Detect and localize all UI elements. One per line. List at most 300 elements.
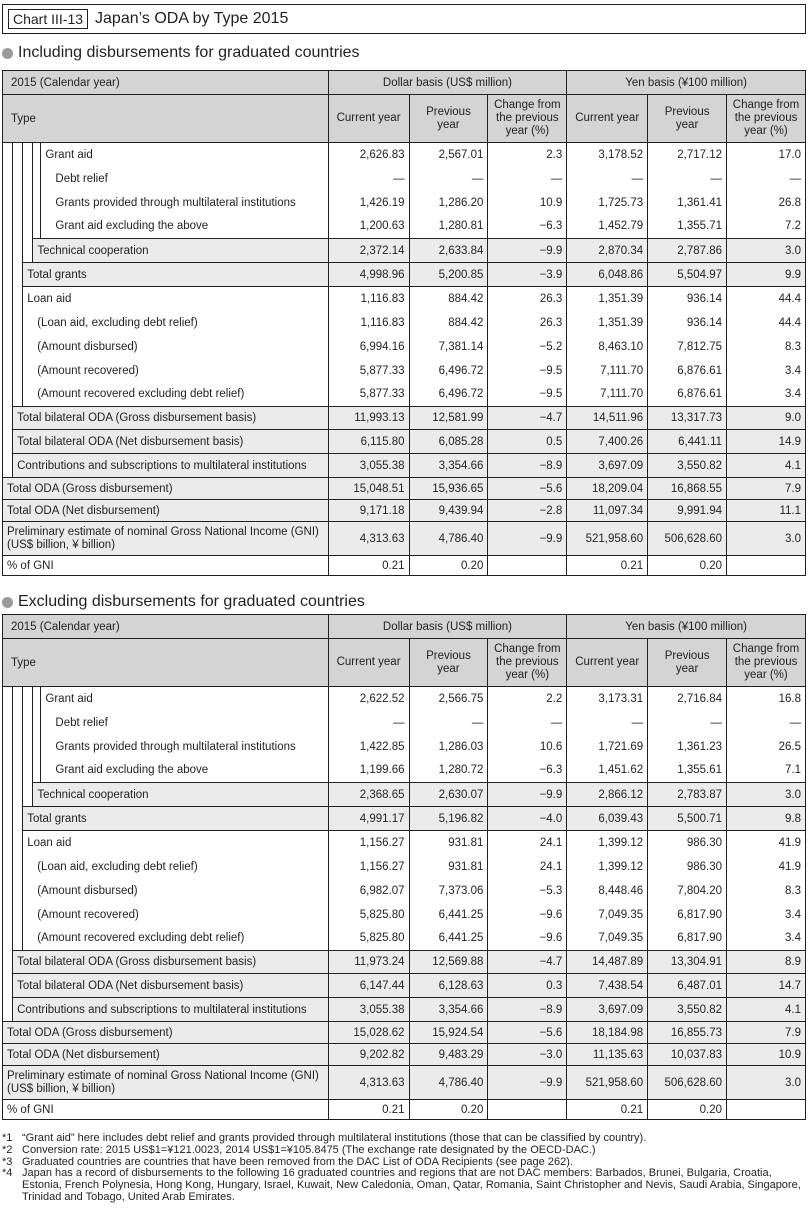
indent-cell <box>3 263 13 287</box>
indent-cell <box>13 807 23 831</box>
cell-d-prev: 4,786.40 <box>409 1066 488 1100</box>
cell-d-chg: −4.7 <box>488 951 567 974</box>
row-label: Total grants <box>23 263 328 287</box>
cell-y-cur: 1,399.12 <box>567 855 648 879</box>
cell-d-chg: 24.1 <box>488 855 567 879</box>
cell-d-cur: 4,991.17 <box>328 807 409 831</box>
table-row <box>3 191 806 215</box>
bullet-icon <box>2 48 13 59</box>
cell-d-cur: 5,877.33 <box>328 383 409 407</box>
cell-d-prev: 0.20 <box>409 1100 488 1120</box>
footnote-text: Japan has a record of disbursements to the following 16 graduated countries and regions that are not DAC members: Barbados, Brunei, Bulgaria, Croatia, Estonia, French Polynesia, Hong Kong, Hungary, Israel, Kuwait, New Caledonia, Oman, Qatar, Romania, Saint Christopher and Nevis, Saudi Arabia, Singapore, Trinidad and Tobago, United Arab Emirates. <box>22 1167 801 1203</box>
cell-d-prev: 6,496.72 <box>409 383 488 407</box>
row-label: Total bilateral ODA (Net disbursement basis) <box>13 974 329 998</box>
type-header: Type <box>3 95 329 143</box>
cell-d-cur: 5,877.33 <box>328 359 409 383</box>
cell-y-cur: 1,452.79 <box>567 215 648 239</box>
indent-cell <box>23 167 33 191</box>
cell-y-prev: 16,868.55 <box>648 478 727 500</box>
cell-d-prev: 9,439.94 <box>409 500 488 522</box>
indent-cell <box>13 287 23 311</box>
cell-d-prev: 7,373.06 <box>409 879 488 903</box>
cell-d-chg: −6.3 <box>488 215 567 239</box>
cell-d-prev: 884.42 <box>409 311 488 335</box>
row-label: Loan aid <box>23 831 328 855</box>
cell-y-prev: 6,817.90 <box>648 903 727 927</box>
cell-d-prev: 6,128.63 <box>409 974 488 998</box>
cell-y-prev: 10,037.83 <box>648 1044 727 1066</box>
indent-cell <box>23 687 33 711</box>
indent-cell <box>13 687 23 711</box>
cell-y-cur: 3,178.52 <box>567 143 648 167</box>
cell-d-chg: 0.5 <box>488 430 567 454</box>
table-row <box>3 407 806 430</box>
table-row <box>3 687 806 711</box>
cell-d-cur: 1,199.66 <box>328 759 409 783</box>
cell-y-cur: 14,511.96 <box>567 407 648 430</box>
cell-d-cur: 3,055.38 <box>328 998 409 1022</box>
indent-cell <box>13 191 23 215</box>
row-label: Debt relief <box>41 711 328 735</box>
cell-y-chg: 3.0 <box>727 1066 806 1100</box>
cell-d-chg: −9.9 <box>488 522 567 556</box>
table-row <box>3 1066 806 1100</box>
cell-y-cur: 1,351.39 <box>567 287 648 311</box>
cell-d-cur: 1,156.27 <box>328 855 409 879</box>
row-label: Preliminary estimate of nominal Gross National Income (GNI) (US$ billion, ¥ billion) <box>3 1066 329 1100</box>
dollar-current-header: Current year <box>328 95 409 143</box>
cell-d-cur: 2,622.52 <box>328 687 409 711</box>
table-row <box>3 831 806 855</box>
row-label: Technical cooperation <box>33 783 328 807</box>
cell-y-chg: — <box>727 167 806 191</box>
cell-y-prev: 936.14 <box>648 311 727 335</box>
cell-d-prev: 3,354.66 <box>409 454 488 478</box>
indent-cell <box>3 287 13 311</box>
cell-d-cur: 2,626.83 <box>328 143 409 167</box>
cell-y-cur: 18,209.04 <box>567 478 648 500</box>
table-row <box>3 143 806 167</box>
row-label: Contributions and subscriptions to multilateral institutions <box>13 454 329 478</box>
row-label: (Loan aid, excluding debt relief) <box>23 311 328 335</box>
cell-d-chg: −9.5 <box>488 359 567 383</box>
row-label: Grants provided through multilateral institutions <box>41 735 328 759</box>
cell-d-chg: −3.0 <box>488 1044 567 1066</box>
cell-y-cur: 7,049.35 <box>567 903 648 927</box>
header-row <box>3 615 806 639</box>
cell-d-chg: −5.3 <box>488 879 567 903</box>
row-label: Total ODA (Net disbursement) <box>3 1044 329 1066</box>
row-label: Total bilateral ODA (Net disbursement basis) <box>13 430 329 454</box>
cell-y-chg: 16.8 <box>727 687 806 711</box>
row-label: (Amount recovered excluding debt relief) <box>23 383 328 407</box>
cell-d-prev: 1,280.72 <box>409 759 488 783</box>
indent-cell <box>13 311 23 335</box>
cell-d-chg: −5.6 <box>488 478 567 500</box>
cell-d-chg: −2.8 <box>488 500 567 522</box>
dollar-previous-header: Previous year <box>409 639 488 687</box>
cell-d-chg: 2.2 <box>488 687 567 711</box>
cell-y-prev: 506,628.60 <box>648 1066 727 1100</box>
table-row <box>3 974 806 998</box>
cell-d-chg: — <box>488 711 567 735</box>
footnote-text: Graduated countries are countries that have been removed from the DAC List of ODA Recipients (see page 262). <box>22 1155 573 1168</box>
cell-y-cur: 14,487.89 <box>567 951 648 974</box>
indent-cell <box>33 215 41 239</box>
cell-d-cur: 0.21 <box>328 556 409 576</box>
cell-y-chg: 3.4 <box>727 359 806 383</box>
cell-d-prev: 5,200.85 <box>409 263 488 287</box>
cell-y-prev: 3,550.82 <box>648 998 727 1022</box>
row-label: Preliminary estimate of nominal Gross National Income (GNI) (US$ billion, ¥ billion) <box>3 522 329 556</box>
table-row <box>3 167 806 191</box>
indent-cell <box>13 335 23 359</box>
cell-y-chg: 4.1 <box>727 998 806 1022</box>
cell-y-chg: 41.9 <box>727 855 806 879</box>
cell-d-chg: 24.1 <box>488 831 567 855</box>
cell-d-cur: 6,994.16 <box>328 335 409 359</box>
cell-y-prev: 1,361.23 <box>648 735 727 759</box>
footnote-key: *1 <box>2 1132 13 1144</box>
cell-d-prev: 6,441.25 <box>409 927 488 951</box>
indent-cell <box>13 927 23 951</box>
indent-cell <box>33 735 41 759</box>
indent-cell <box>13 831 23 855</box>
cell-d-cur: 5,825.80 <box>328 927 409 951</box>
table-row <box>3 454 806 478</box>
indent-cell <box>3 735 13 759</box>
cell-d-cur: 5,825.80 <box>328 903 409 927</box>
cell-d-cur: 0.21 <box>328 1100 409 1120</box>
cell-d-chg: −5.2 <box>488 335 567 359</box>
cell-d-prev: 12,569.88 <box>409 951 488 974</box>
indent-cell <box>3 335 13 359</box>
cell-y-cur: 3,697.09 <box>567 998 648 1022</box>
cell-y-cur: 11,135.63 <box>567 1044 648 1066</box>
footnote-key: *4 <box>2 1167 13 1180</box>
cell-d-chg: — <box>488 167 567 191</box>
cell-y-chg: 26.5 <box>727 735 806 759</box>
cell-d-prev: 2,630.07 <box>409 783 488 807</box>
dollar-current-header: Current year <box>328 639 409 687</box>
table-row <box>3 735 806 759</box>
row-label: Grant aid excluding the above <box>41 759 328 783</box>
cell-d-prev: 6,085.28 <box>409 430 488 454</box>
indent-cell <box>3 974 13 998</box>
indent-cell <box>13 903 23 927</box>
row-label: (Amount recovered) <box>23 903 328 927</box>
cell-y-chg: 14.7 <box>727 974 806 998</box>
cell-d-cur: — <box>328 167 409 191</box>
yen-current-header: Current year <box>567 639 648 687</box>
yen-previous-header: Previous year <box>648 639 727 687</box>
indent-cell <box>3 998 13 1022</box>
cell-d-chg: 10.6 <box>488 735 567 759</box>
cell-y-chg: — <box>727 711 806 735</box>
chart-title-bar <box>2 4 806 34</box>
row-label: Total ODA (Net disbursement) <box>3 500 329 522</box>
cell-d-prev: 931.81 <box>409 831 488 855</box>
row-label: Technical cooperation <box>33 239 328 263</box>
cell-y-chg: 14.9 <box>727 430 806 454</box>
cell-d-chg: −5.6 <box>488 1022 567 1044</box>
cell-y-chg: 7.2 <box>727 215 806 239</box>
indent-cell <box>13 711 23 735</box>
indent-cell <box>3 687 13 711</box>
cell-y-chg: 3.0 <box>727 783 806 807</box>
footnote <box>2 1145 806 1157</box>
cell-d-cur: 9,202.82 <box>328 1044 409 1066</box>
cell-y-prev: 6,876.61 <box>648 383 727 407</box>
cell-y-chg: 8.3 <box>727 879 806 903</box>
table-row <box>3 759 806 783</box>
cell-d-cur: 11,973.24 <box>328 951 409 974</box>
table-row <box>3 430 806 454</box>
cell-y-prev: 7,812.75 <box>648 335 727 359</box>
footnote-text: Conversion rate: 2015 US$1=¥121.0023, 2014 US$1=¥105.8475 (The exchange rate designated by the OECD-DAC.) <box>22 1143 596 1156</box>
cell-y-cur: — <box>567 167 648 191</box>
table-row <box>3 335 806 359</box>
indent-cell <box>3 215 13 239</box>
cell-d-cur: 1,116.83 <box>328 287 409 311</box>
cell-y-prev: 9,991.94 <box>648 500 727 522</box>
cell-y-cur: 0.21 <box>567 1100 648 1120</box>
footnote-text: “Grant aid” here includes debt relief and grants provided through multilateral institutions (those that can be classified by country). <box>22 1132 647 1144</box>
indent-cell <box>13 143 23 167</box>
cell-y-chg: 44.4 <box>727 311 806 335</box>
row-label: Total bilateral ODA (Gross disbursement basis) <box>13 951 329 974</box>
cell-y-chg: 8.9 <box>727 951 806 974</box>
cell-y-cur: 2,870.34 <box>567 239 648 263</box>
cell-d-prev: 931.81 <box>409 855 488 879</box>
cell-d-prev: 884.42 <box>409 287 488 311</box>
footnotes <box>2 1133 806 1204</box>
yen-current-header: Current year <box>567 95 648 143</box>
cell-d-chg: −3.9 <box>488 263 567 287</box>
indent-cell <box>23 191 33 215</box>
cell-y-chg: 44.4 <box>727 287 806 311</box>
table-row <box>3 478 806 500</box>
dollar-change-header: Change from the previous year (%) <box>488 95 567 143</box>
table-row <box>3 879 806 903</box>
indent-cell <box>3 807 13 831</box>
indent-cell <box>13 879 23 903</box>
cell-y-prev: 1,361.41 <box>648 191 727 215</box>
indent-cell <box>3 143 13 167</box>
row-label: (Loan aid, excluding debt relief) <box>23 855 328 879</box>
indent-cell <box>23 711 33 735</box>
table-row <box>3 522 806 556</box>
indent-cell <box>33 191 41 215</box>
indent-cell <box>33 167 41 191</box>
footnote-key: *3 <box>2 1155 13 1168</box>
table-row <box>3 500 806 522</box>
cell-y-chg <box>727 1100 806 1120</box>
cell-d-cur: 1,200.63 <box>328 215 409 239</box>
cell-y-prev: 6,876.61 <box>648 359 727 383</box>
cell-d-prev: 1,286.20 <box>409 191 488 215</box>
cell-d-cur: 4,313.63 <box>328 1066 409 1100</box>
yen-previous-header: Previous year <box>648 95 727 143</box>
indent-cell <box>3 759 13 783</box>
dollar-basis-header: Dollar basis (US$ million) <box>328 615 567 639</box>
cell-d-prev: — <box>409 711 488 735</box>
cell-d-cur: 6,147.44 <box>328 974 409 998</box>
indent-cell <box>3 359 13 383</box>
row-label: (Amount recovered) <box>23 359 328 383</box>
cell-d-chg: 10.9 <box>488 191 567 215</box>
cell-d-cur: 4,313.63 <box>328 522 409 556</box>
indent-cell <box>3 783 13 807</box>
cell-y-chg: 7.9 <box>727 1022 806 1044</box>
cell-y-cur: 521,958.60 <box>567 1066 648 1100</box>
cell-y-cur: 1,721.69 <box>567 735 648 759</box>
cell-d-prev: 1,280.81 <box>409 215 488 239</box>
chart-label: Chart III-13 <box>8 9 88 29</box>
cell-y-cur: 7,111.70 <box>567 359 648 383</box>
yen-change-header: Change from the previous year (%) <box>727 639 806 687</box>
indent-cell <box>3 831 13 855</box>
cell-d-cur: 2,372.14 <box>328 239 409 263</box>
cell-y-chg: 9.8 <box>727 807 806 831</box>
cell-y-cur: 18,184.98 <box>567 1022 648 1044</box>
table-row <box>3 998 806 1022</box>
row-label: Contributions and subscriptions to multilateral institutions <box>13 998 329 1022</box>
cell-y-chg: 3.4 <box>727 903 806 927</box>
cell-d-cur: — <box>328 711 409 735</box>
indent-cell <box>3 927 13 951</box>
table-row <box>3 1044 806 1066</box>
cell-y-cur: 2,866.12 <box>567 783 648 807</box>
indent-cell <box>3 430 13 454</box>
indent-cell <box>13 359 23 383</box>
indent-cell <box>3 407 13 430</box>
row-label: Total ODA (Gross disbursement) <box>3 1022 329 1044</box>
header-row <box>3 95 806 143</box>
dollar-change-header: Change from the previous year (%) <box>488 639 567 687</box>
indent-cell <box>23 239 33 263</box>
cell-d-chg: 26.3 <box>488 311 567 335</box>
cell-y-chg: 8.3 <box>727 335 806 359</box>
cell-y-chg: 10.9 <box>727 1044 806 1066</box>
table-row <box>3 951 806 974</box>
table-row <box>3 287 806 311</box>
cell-y-prev: 1,355.71 <box>648 215 727 239</box>
cell-d-prev: 15,936.65 <box>409 478 488 500</box>
cell-d-prev: 15,924.54 <box>409 1022 488 1044</box>
cell-y-chg: 3.0 <box>727 522 806 556</box>
cell-d-cur: 15,028.62 <box>328 1022 409 1044</box>
cell-d-cur: 9,171.18 <box>328 500 409 522</box>
row-label: Grant aid excluding the above <box>41 215 328 239</box>
row-label: Total ODA (Gross disbursement) <box>3 478 329 500</box>
cell-y-cur: 1,451.62 <box>567 759 648 783</box>
row-label: Total bilateral ODA (Gross disbursement basis) <box>13 407 329 430</box>
cell-d-prev: 12,581.99 <box>409 407 488 430</box>
table-row <box>3 359 806 383</box>
cell-y-chg: 7.9 <box>727 478 806 500</box>
cell-y-prev: 6,441.11 <box>648 430 727 454</box>
cell-y-cur: 3,173.31 <box>567 687 648 711</box>
cell-y-cur: 1,399.12 <box>567 831 648 855</box>
table-row <box>3 927 806 951</box>
cell-y-prev: 2,717.12 <box>648 143 727 167</box>
cell-y-cur: 3,697.09 <box>567 454 648 478</box>
cell-y-prev: 13,304.91 <box>648 951 727 974</box>
cell-d-cur: 4,998.96 <box>328 263 409 287</box>
cell-d-prev: 6,496.72 <box>409 359 488 383</box>
cell-y-prev: 6,487.01 <box>648 974 727 998</box>
cell-d-prev: 1,286.03 <box>409 735 488 759</box>
type-header: Type <box>3 639 329 687</box>
indent-cell <box>3 454 13 478</box>
cell-d-chg <box>488 556 567 576</box>
cell-y-chg: 3.4 <box>727 383 806 407</box>
cell-d-prev: 3,354.66 <box>409 998 488 1022</box>
table-row <box>3 783 806 807</box>
row-label: (Amount recovered excluding debt relief) <box>23 927 328 951</box>
cell-d-cur: 1,156.27 <box>328 831 409 855</box>
cell-y-cur: 8,463.10 <box>567 335 648 359</box>
cell-y-prev: 13,317.73 <box>648 407 727 430</box>
cell-y-chg: 9.9 <box>727 263 806 287</box>
indent-cell <box>13 167 23 191</box>
indent-cell <box>23 735 33 759</box>
cell-d-cur: 3,055.38 <box>328 454 409 478</box>
cell-y-chg: 41.9 <box>727 831 806 855</box>
cell-y-cur: 0.21 <box>567 556 648 576</box>
section-heading-including <box>2 44 360 62</box>
table-row <box>3 239 806 263</box>
cell-y-cur: 11,097.34 <box>567 500 648 522</box>
indent-cell <box>3 239 13 263</box>
cell-y-prev: 936.14 <box>648 287 727 311</box>
cell-y-chg: 9.0 <box>727 407 806 430</box>
row-label: Grants provided through multilateral institutions <box>41 191 328 215</box>
indent-cell <box>33 759 41 783</box>
cell-d-cur: 6,115.80 <box>328 430 409 454</box>
cell-d-prev: 0.20 <box>409 556 488 576</box>
cell-d-prev: — <box>409 167 488 191</box>
indent-cell <box>13 759 23 783</box>
cell-d-chg: −9.9 <box>488 783 567 807</box>
indent-cell <box>3 191 13 215</box>
section-heading-excluding <box>2 593 365 611</box>
cell-d-cur: 11,993.13 <box>328 407 409 430</box>
indent-cell <box>3 951 13 974</box>
chart-title: Japan’s ODA by Type 2015 <box>95 10 289 27</box>
indent-cell <box>13 239 23 263</box>
year-header: 2015 (Calendar year) <box>3 71 329 95</box>
cell-y-cur: 1,351.39 <box>567 311 648 335</box>
cell-y-cur: — <box>567 711 648 735</box>
cell-d-prev: 9,483.29 <box>409 1044 488 1066</box>
indent-cell <box>3 711 13 735</box>
cell-y-prev: 986.30 <box>648 855 727 879</box>
indent-cell <box>13 735 23 759</box>
cell-y-prev: 7,804.20 <box>648 879 727 903</box>
cell-d-chg: −9.6 <box>488 927 567 951</box>
cell-d-chg: −6.3 <box>488 759 567 783</box>
indent-cell <box>33 143 41 167</box>
cell-y-chg: 7.1 <box>727 759 806 783</box>
indent-cell <box>3 311 13 335</box>
cell-d-chg: 2.3 <box>488 143 567 167</box>
indent-cell <box>13 783 23 807</box>
cell-y-cur: 521,958.60 <box>567 522 648 556</box>
table-row <box>3 711 806 735</box>
cell-d-prev: 7,381.14 <box>409 335 488 359</box>
